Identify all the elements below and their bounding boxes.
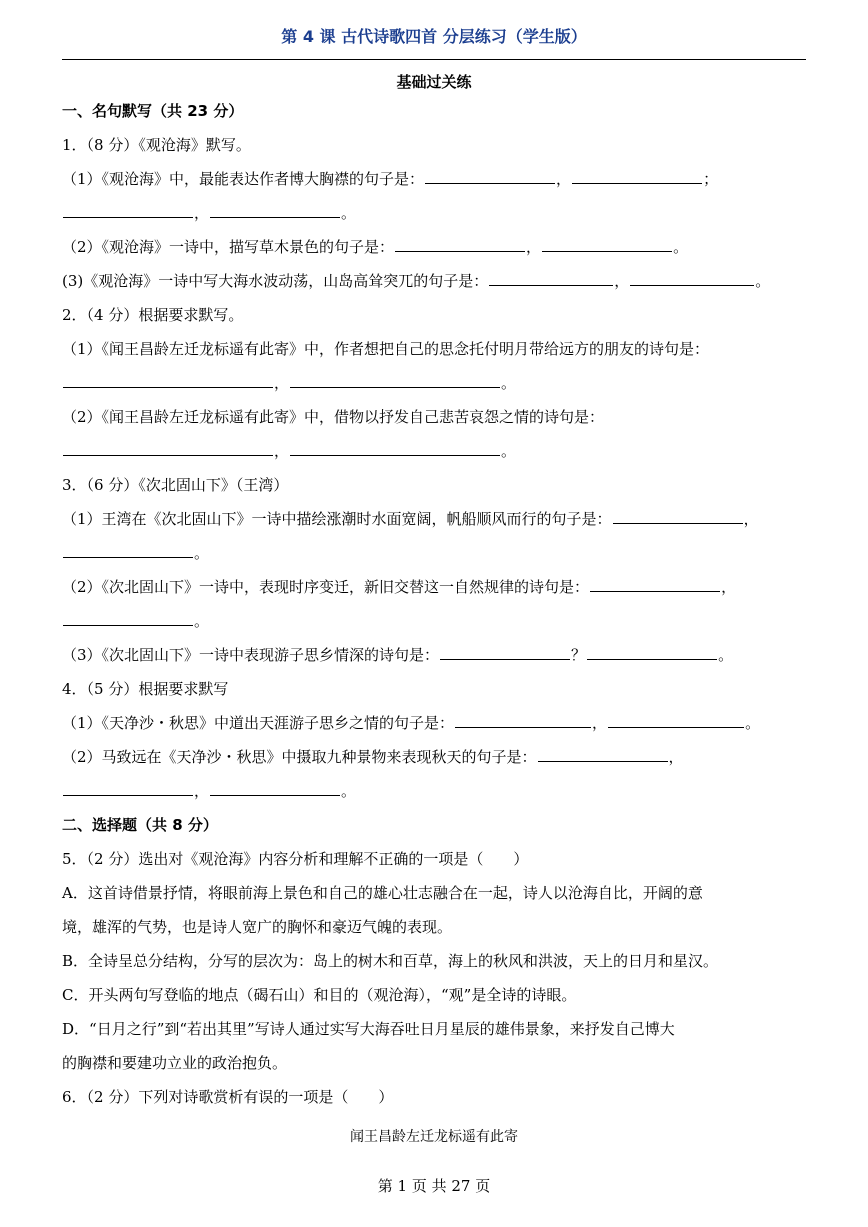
q1-stem: 1．（8 分）《观沧海》默写。 — [62, 136, 251, 154]
q3-s2 — [62, 570, 808, 604]
punct: ， — [556, 170, 572, 188]
q3-s1-cont — [62, 536, 808, 570]
q4-stem: 4．（5 分）根据要求默写 — [62, 680, 229, 698]
punct: ， — [614, 272, 630, 290]
punct: ， — [592, 714, 608, 732]
punct: ； — [703, 170, 719, 188]
answer-blank[interactable] — [587, 643, 717, 660]
q5-option-b: B．全诗呈总分结构，分写的层次为：岛上的树木和百草，海上的秋风和洪波，天上的日月和星汉。 — [62, 952, 719, 970]
punct: 。 — [673, 238, 689, 256]
answer-blank[interactable] — [613, 507, 743, 524]
part2-heading: 二、选择题（共 8 分） — [62, 816, 218, 834]
q5-option-a: A．这首诗借景抒情，将眼前海上景色和自己的雄心壮志融合在一起，诗人以沧海自比，开阔的意 — [62, 884, 703, 902]
q3-s1 — [62, 502, 808, 536]
punct: ， — [194, 204, 210, 222]
q1-s2-text: （2）《观沧海》一诗中，描写草木景色的句子是： — [62, 238, 395, 256]
q2-s1-blanks — [62, 366, 808, 400]
punct: 。 — [341, 782, 357, 800]
answer-blank[interactable] — [290, 439, 500, 456]
answer-blank[interactable] — [290, 371, 500, 388]
answer-blank[interactable] — [455, 711, 591, 728]
answer-blank[interactable] — [608, 711, 744, 728]
page-footer: 第 1 页 共 27 页 — [377, 1177, 491, 1195]
answer-blank[interactable] — [63, 201, 193, 218]
q2-s2: （2）《闻王昌龄左迁龙标遥有此寄》中，借物以抒发自己悲苦哀怨之情的诗句是： — [62, 408, 605, 426]
q3-stem: 3．（6 分）《次北固山下》（王湾） — [62, 476, 289, 494]
answer-blank[interactable] — [63, 439, 273, 456]
document-header-title: 第 4 课 古代诗歌四首 分层练习（学生版） — [281, 27, 587, 46]
answer-blank[interactable] — [210, 201, 340, 218]
answer-blank[interactable] — [210, 779, 340, 796]
q1-s3-text: (3)《观沧海》一诗中写大海水波动荡，山岛高耸突兀的句子是： — [62, 272, 489, 290]
answer-blank[interactable] — [63, 779, 193, 796]
answer-blank[interactable] — [489, 269, 613, 286]
punct: 。 — [755, 272, 771, 290]
answer-blank[interactable] — [425, 167, 555, 184]
document-body — [62, 94, 808, 1114]
answer-blank[interactable] — [63, 371, 273, 388]
q1-s1 — [62, 162, 808, 196]
answer-blank[interactable] — [538, 745, 668, 762]
section-title: 基础过关练 — [396, 73, 472, 91]
header-rule — [62, 59, 806, 60]
poem-title: 闻王昌龄左迁龙标遥有此寄 — [350, 1129, 518, 1145]
q1-s2 — [62, 230, 808, 264]
punct: 。 — [745, 714, 761, 732]
punct: ， — [721, 578, 737, 596]
q4-s2 — [62, 740, 808, 774]
punct: ？ — [571, 646, 587, 664]
punct: 。 — [718, 646, 734, 664]
q6-stem: 6．（2 分）下列对诗歌赏析有误的一项是（ ） — [62, 1088, 394, 1106]
q4-s1 — [62, 706, 808, 740]
part1-heading: 一、名句默写（共 23 分） — [62, 102, 244, 120]
q5-option-d: D．“日月之行”到“若出其里”写诗人通过实写大海吞吐日月星辰的雄伟景象，来抒发自己博大 — [62, 1020, 675, 1038]
q5-stem: 5．（2 分）选出对《观沧海》内容分析和理解不正确的一项是（ ） — [62, 850, 529, 868]
q2-s1: （1）《闻王昌龄左迁龙标遥有此寄》中，作者想把自己的思念托付明月带给远方的朋友的诗句是： — [62, 340, 710, 358]
q5-option-c: C．开头两句写登临的地点（碣石山）和目的（观沧海），“观”是全诗的诗眼。 — [62, 986, 577, 1004]
q2-stem: 2．（4 分）根据要求默写。 — [62, 306, 244, 324]
q5-option-a-cont: 境，雄浑的气势，也是诗人宽广的胸怀和豪迈气魄的表现。 — [62, 918, 453, 936]
punct: 。 — [501, 442, 517, 460]
answer-blank[interactable] — [572, 167, 702, 184]
punct: 。 — [501, 374, 517, 392]
q1-s1-text: （1）《观沧海》中，最能表达作者博大胸襟的句子是： — [62, 170, 425, 188]
answer-blank[interactable] — [440, 643, 570, 660]
q4-s2-text: （2）马致远在《天净沙・秋思》中摄取九种景物来表现秋天的句子是： — [62, 748, 537, 766]
q3-s1-text: （1）王湾在《次北固山下》一诗中描绘涨潮时水面宽阔，帆船顺风而行的句子是： — [62, 510, 612, 528]
answer-blank[interactable] — [590, 575, 720, 592]
answer-blank[interactable] — [630, 269, 754, 286]
punct: 。 — [194, 612, 210, 630]
punct: 。 — [194, 544, 210, 562]
q2-s2-blanks — [62, 434, 808, 468]
answer-blank[interactable] — [395, 235, 525, 252]
answer-blank[interactable] — [63, 541, 193, 558]
q3-s3-text: （3）《次北固山下》一诗中表现游子思乡情深的诗句是： — [62, 646, 440, 664]
punct: ， — [274, 374, 290, 392]
punct: 。 — [341, 204, 357, 222]
q1-s1-cont — [62, 196, 808, 230]
punct: ， — [526, 238, 542, 256]
answer-blank[interactable] — [63, 609, 193, 626]
punct: ， — [194, 782, 210, 800]
q3-s3 — [62, 638, 808, 672]
q1-s3 — [62, 264, 808, 298]
punct: ， — [668, 748, 684, 766]
q4-s1-text: （1）《天净沙・秋思》中道出天涯游子思乡之情的句子是： — [62, 714, 455, 732]
punct: ， — [274, 442, 290, 460]
punct: ， — [743, 510, 759, 528]
q4-s2-cont — [62, 774, 808, 808]
answer-blank[interactable] — [542, 235, 672, 252]
q3-s2-cont — [62, 604, 808, 638]
q5-option-d-cont: 的胸襟和要建功立业的政治抱负。 — [62, 1054, 288, 1072]
q3-s2-text: （2）《次北固山下》一诗中，表现时序变迁，新旧交替这一自然规律的诗句是： — [62, 578, 590, 596]
